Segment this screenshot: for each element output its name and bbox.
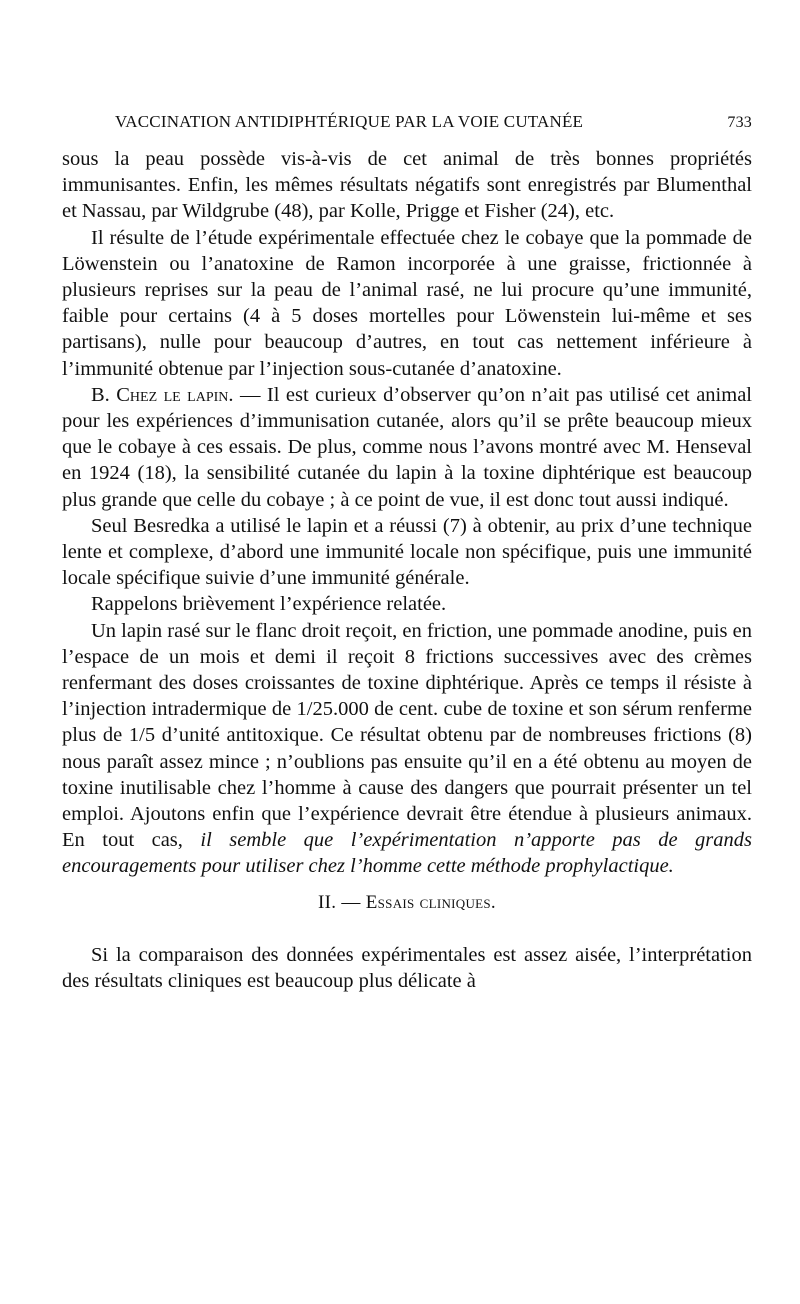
paragraph-6-text: Un lapin rasé sur le flanc droit reçoit, en friction, une pommade anodine, puis en l’espace de un mois et demi il reçoit 8 frictions successives avec des crèmes renfermant des doses croissantes de toxine diphtérique. Après ce temps il résiste à l’injection intradermique de 1/25.000 de cent. cube de toxine et son sérum renferme plus de 1/5 d’unité antitoxique. Ce résultat obtenu par de nombreuses frictions (8) nous paraît assez mince ; n’oublions pas ensuite qu’il en a été obtenu au moyen de toxine inutilisable chez l’homme à cause des dangers que pourrait présenter un tel emploi. Ajoutons enfin que l’expérience devrait être étendue à plusieurs animaux. En tout cas,	[62, 619, 752, 852]
running-title: VACCINATION ANTIDIPHTÉRIQUE PAR LA VOIE CUTANÉE	[115, 112, 584, 131]
section-heading	[62, 890, 752, 916]
paragraph-3-text: — Il est curieux d’observer qu’on n’ait pas utilisé cet animal pour les expériences d’immunisation cutanée, alors qu’il se prête beaucoup mieux que le cobaye à ces essais. De plus, comme nous l’avons montré avec M. Henseval en 1924 (18), la sensibilité cutanée du lapin à la toxine diphtérique est beaucoup plus grande que celle du cobaye ; à ce point de vue, il est donc tout aussi indiqué.	[62, 383, 752, 511]
paragraph-1: sous la peau possède vis-à-vis de cet animal de très bonnes propriétés immunisantes. Enfin, les mêmes résultats négatifs sont enregistrés par Blumenthal et Nassau, par Wildgrube (48), par Kolle, Prigge et Fisher (24), etc.	[62, 148, 752, 223]
paragraph-7: Si la comparaison des données expérimentales est assez aisée, l’interprétation des résultats cliniques est beaucoup plus délicate à	[62, 943, 752, 993]
section-number: II.	[318, 891, 337, 913]
paragraph-5: Rappelons brièvement l’expérience relatée.	[91, 593, 447, 616]
running-head	[115, 112, 752, 132]
paragraph-6	[62, 618, 752, 880]
paragraph-3	[62, 382, 752, 513]
paragraph-4: Seul Besredka a utilisé le lapin et a réussi (7) à obtenir, au prix d’une technique lente et complexe, d’abord une immunité locale non spécifique, puis une immunité locale spécifique suivie d’une immunité générale.	[62, 514, 752, 590]
subsection-label: B. Chez le lapin.	[91, 383, 234, 406]
section-dash: —	[336, 891, 366, 913]
page-number: 733	[727, 114, 752, 131]
body-text	[62, 146, 752, 994]
section-title: Essais cliniques.	[365, 891, 496, 913]
page	[62, 112, 752, 994]
paragraph-2: Il résulte de l’étude expérimentale effectuée chez le cobaye que la pommade de Löwenstein ou l’anatoxine de Ramon incorporée à une graisse, frictionnée à plusieurs reprises sur la peau de l’animal rasé, ne lui procure qu’une immunité, faible pour certains (4 à 5 doses mortelles pour Löwenstein lui-même et ses partisans), nulle pour beaucoup d’autres, en tout cas nettement inférieure à l’immunité obtenue par l’injection sous-cutanée d’anatoxine.	[62, 226, 752, 380]
paragraph-6-italic: il semble que l’expérimentation n’apporte pas de grands encouragements pour utiliser chez l’homme cette méthode prophylactique.	[62, 829, 752, 878]
